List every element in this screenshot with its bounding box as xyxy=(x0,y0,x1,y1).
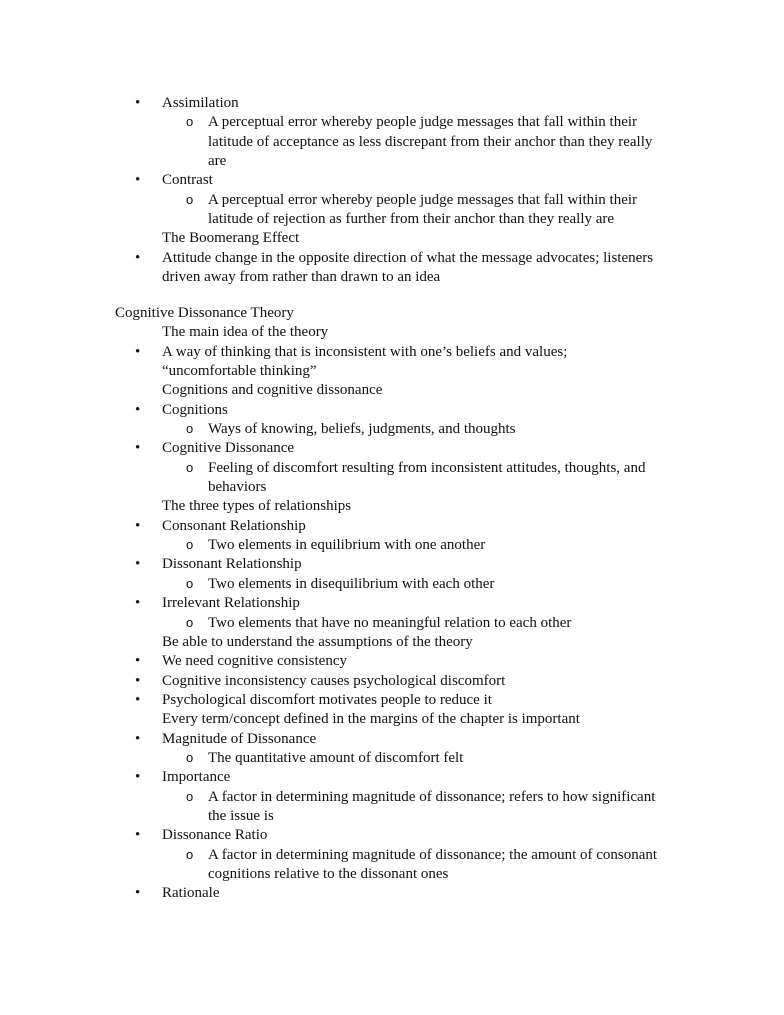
bullet-icon: • xyxy=(135,595,141,612)
section-label xyxy=(0,709,784,729)
sub-bullet-item-continuation xyxy=(0,477,784,497)
bullet-item xyxy=(0,883,784,903)
sub-bullet-item xyxy=(0,535,784,555)
section-label xyxy=(0,228,784,248)
sub-bullet-item xyxy=(0,458,784,478)
line-text: Be able to understand the assumptions of the theory xyxy=(162,633,473,650)
line-text: Cognitive inconsistency causes psychological discomfort xyxy=(162,672,506,689)
line-text: A perceptual error whereby people judge messages that fall within their xyxy=(208,114,638,131)
line-text: Two elements in disequilibrium with each other xyxy=(208,575,495,592)
line-text: Irrelevant Relationship xyxy=(162,595,300,612)
bullet-icon: • xyxy=(135,517,141,534)
sub-bullet-icon: o xyxy=(186,575,194,591)
line-text: driven away from rather than drawn to an idea xyxy=(162,269,441,286)
sub-bullet-item-continuation xyxy=(0,132,784,152)
line-text: Dissonant Relationship xyxy=(162,556,302,573)
bullet-item xyxy=(0,516,784,536)
bullet-item-continuation xyxy=(0,267,784,287)
line-text: Two elements in equilibrium with one another xyxy=(208,537,486,554)
line-text: Assimilation xyxy=(162,95,239,111)
line-text: Contrast xyxy=(162,172,213,189)
line-text: Cognitions and cognitive dissonance xyxy=(162,382,383,399)
bullet-icon: • xyxy=(135,672,141,689)
sub-bullet-item-continuation xyxy=(0,806,784,826)
sub-bullet-icon: o xyxy=(186,191,194,207)
line-text: the issue is xyxy=(208,808,274,825)
line-text: Dissonance Ratio xyxy=(162,827,268,844)
line-text: A factor in determining magnitude of dissonance; refers to how significant xyxy=(208,788,656,805)
section-label xyxy=(0,322,784,342)
bullet-item xyxy=(0,170,784,190)
bullet-icon: • xyxy=(135,401,141,418)
bullet-icon: • xyxy=(135,556,141,573)
bullet-icon: • xyxy=(135,95,141,111)
sub-bullet-item xyxy=(0,748,784,768)
line-text: are xyxy=(208,153,227,170)
bullet-item xyxy=(0,400,784,420)
sub-bullet-item xyxy=(0,574,784,594)
sub-bullet-icon: o xyxy=(186,614,194,630)
bullet-item xyxy=(0,671,784,691)
bullet-item xyxy=(0,93,784,113)
section-label xyxy=(0,496,784,516)
bullet-icon: • xyxy=(135,885,141,902)
bullet-item xyxy=(0,593,784,613)
bullet-icon: • xyxy=(135,172,141,189)
bullet-item-continuation xyxy=(0,361,784,381)
bullet-item xyxy=(0,729,784,749)
sub-bullet-item-continuation xyxy=(0,151,784,171)
line-text: Attitude change in the opposite direction of what the message advocates; listeners xyxy=(162,249,654,266)
bullet-item xyxy=(0,825,784,845)
line-text: behaviors xyxy=(208,479,267,496)
sub-bullet-icon: o xyxy=(186,114,194,130)
sub-bullet-item xyxy=(0,112,784,132)
line-text: A perceptual error whereby people judge messages that fall within their xyxy=(208,191,638,208)
line-text: latitude of acceptance as less discrepant from their anchor than they really xyxy=(208,133,653,150)
sub-bullet-icon: o xyxy=(186,788,194,804)
line-text: “uncomfortable thinking” xyxy=(162,362,317,379)
bullet-item xyxy=(0,554,784,574)
sub-bullet-item-continuation xyxy=(0,864,784,884)
sub-bullet-item xyxy=(0,787,784,807)
bullet-icon: • xyxy=(135,249,141,266)
line-text: The three types of relationships xyxy=(162,498,352,515)
line-text: Psychological discomfort motivates people to reduce it xyxy=(162,691,492,708)
bullet-item xyxy=(0,690,784,710)
bullet-icon: • xyxy=(135,343,141,360)
line-text: latitude of rejection as further from their anchor than they really are xyxy=(208,211,615,228)
sub-bullet-icon: o xyxy=(186,421,194,437)
bullet-icon: • xyxy=(135,691,141,708)
bullet-icon: • xyxy=(135,769,141,786)
line-text: The quantitative amount of discomfort felt xyxy=(208,749,464,766)
line-text: Cognitive Dissonance xyxy=(162,440,295,457)
section-label xyxy=(0,632,784,652)
sub-bullet-item xyxy=(0,613,784,633)
bullet-item xyxy=(0,342,784,362)
line-text: Ways of knowing, beliefs, judgments, and thoughts xyxy=(208,421,516,438)
bullet-item xyxy=(0,438,784,458)
line-text: cognitions relative to the dissonant ones xyxy=(208,866,449,883)
line-text: The Boomerang Effect xyxy=(162,230,300,247)
line-text: Importance xyxy=(162,769,231,786)
sub-bullet-icon: o xyxy=(186,846,194,862)
bullet-icon: • xyxy=(135,730,141,747)
sub-bullet-item xyxy=(0,419,784,439)
line-text: Feeling of discomfort resulting from inconsistent attitudes, thoughts, and xyxy=(208,459,646,476)
sub-bullet-item xyxy=(0,845,784,865)
line-text: Two elements that have no meaningful relation to each other xyxy=(208,614,572,631)
sub-bullet-icon: o xyxy=(186,749,194,765)
bullet-icon: • xyxy=(135,653,141,670)
line-text: Rationale xyxy=(162,885,220,902)
line-text: Cognitive Dissonance Theory xyxy=(115,304,294,321)
bullet-icon: • xyxy=(135,440,141,457)
line-text: The main idea of the theory xyxy=(162,324,329,341)
line-text: We need cognitive consistency xyxy=(162,653,347,670)
line-text: Every term/concept defined in the margins of the chapter is important xyxy=(162,711,580,728)
section-label xyxy=(0,380,784,400)
line-text: Consonant Relationship xyxy=(162,517,306,534)
sub-bullet-item xyxy=(0,190,784,210)
bullet-icon: • xyxy=(135,827,141,844)
line-text: Cognitions xyxy=(162,401,228,418)
line-text: A way of thinking that is inconsistent with one’s beliefs and values; xyxy=(162,343,568,360)
bullet-item xyxy=(0,248,784,268)
section-heading xyxy=(0,303,784,323)
sub-bullet-item-continuation xyxy=(0,209,784,229)
line-text: Magnitude of Dissonance xyxy=(162,730,317,747)
sub-bullet-icon: o xyxy=(186,537,194,553)
line-text: A factor in determining magnitude of dissonance; the amount of consonant xyxy=(208,846,658,863)
bullet-item xyxy=(0,651,784,671)
bullet-item xyxy=(0,767,784,787)
sub-bullet-icon: o xyxy=(186,459,194,475)
